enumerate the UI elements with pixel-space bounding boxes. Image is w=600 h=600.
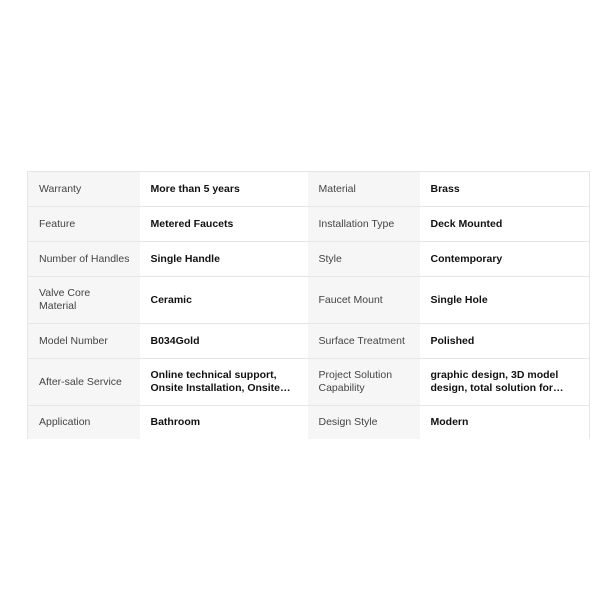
spec-value <box>420 359 590 406</box>
spec-label: Warranty <box>28 172 140 207</box>
spec-label: Feature <box>28 207 140 242</box>
spec-label: Style <box>308 242 420 277</box>
spec-label: After-sale Service <box>28 359 140 406</box>
spec-label: Surface Treatment <box>308 324 420 359</box>
spec-value: Ceramic <box>140 277 308 324</box>
table-row <box>28 406 590 439</box>
product-specs-table <box>27 171 590 439</box>
table-row <box>28 324 590 359</box>
spec-value: Bathroom <box>140 406 308 439</box>
table-row <box>28 172 590 207</box>
spec-value: Single Handle <box>140 242 308 277</box>
table-row <box>28 207 590 242</box>
spec-value: Polished <box>420 324 590 359</box>
spec-value: Single Hole <box>420 277 590 324</box>
table-row <box>28 359 590 406</box>
spec-label: Material <box>308 172 420 207</box>
table-row <box>28 277 590 324</box>
spec-label: Model Number <box>28 324 140 359</box>
spec-value: Contemporary <box>420 242 590 277</box>
spec-label: Design Style <box>308 406 420 439</box>
spec-value: Brass <box>420 172 590 207</box>
spec-label: Installation Type <box>308 207 420 242</box>
table-row <box>28 242 590 277</box>
spec-value: Deck Mounted <box>420 207 590 242</box>
spec-value: Modern <box>420 406 590 439</box>
spec-value-text: graphic design, 3D model design, total solution for… <box>430 369 564 394</box>
spec-label: Application <box>28 406 140 439</box>
spec-value <box>140 359 308 406</box>
spec-value: Metered Faucets <box>140 207 308 242</box>
spec-value-text: Online technical support, Onsite Installation, Onsite… <box>150 369 291 394</box>
spec-label: Faucet Mount <box>308 277 420 324</box>
spec-label: Valve Core Material <box>28 277 140 324</box>
spec-label: Project Solution Capability <box>308 359 420 406</box>
spec-value: B034Gold <box>140 324 308 359</box>
spec-label: Number of Handles <box>28 242 140 277</box>
spec-value: More than 5 years <box>140 172 308 207</box>
